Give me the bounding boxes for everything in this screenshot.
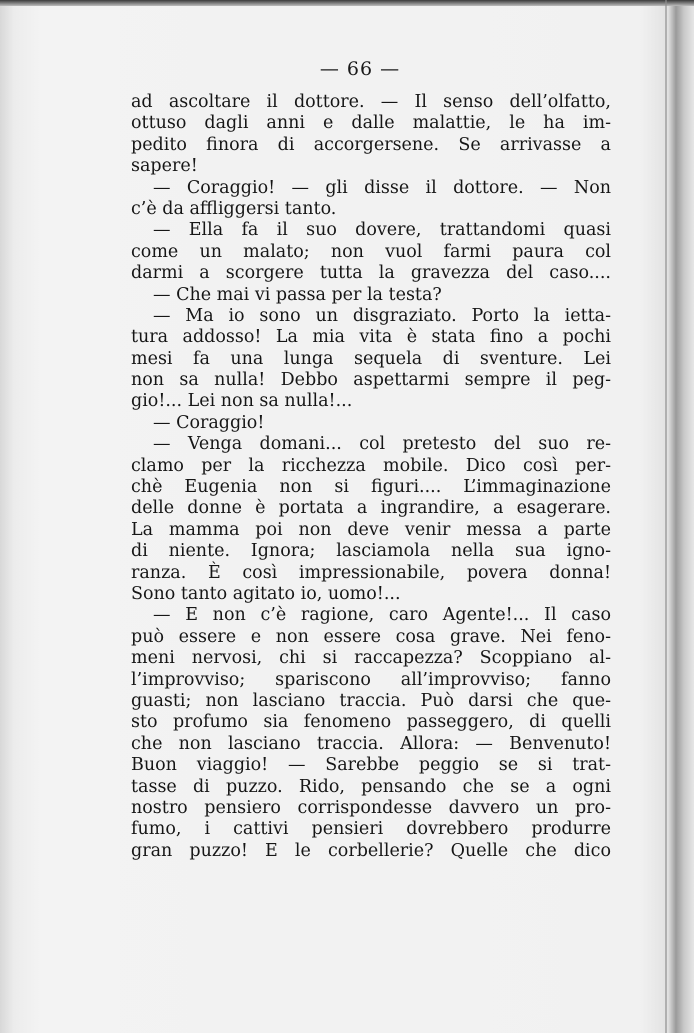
text-line: ranza. È così impressionabile, povera donna! bbox=[131, 562, 611, 583]
text-line: — Venga domani... col pretesto del suo re- bbox=[153, 434, 611, 455]
text-line: non sa nulla! Debbo aspettarmi sempre il peg- bbox=[131, 370, 611, 391]
text-line: meni nervosi, chi si raccapezza? Scoppiano al- bbox=[131, 648, 611, 669]
text-line: La mamma poi non deve venir messa a parte bbox=[131, 519, 611, 540]
text-line: mesi fa una lunga sequela di sventure. Lei bbox=[131, 348, 611, 369]
text-line: che non lasciano traccia. Allora: — Benvenuto! bbox=[131, 733, 611, 754]
text-line: ad ascoltare il dottore. — Il senso dell’olfatto, bbox=[131, 92, 611, 112]
text-line: come un malato; non vuol farmi paura col bbox=[131, 241, 611, 262]
text-line: — Ma io sono un disgraziato. Porto la ietta- bbox=[153, 305, 611, 326]
text-line: pedito finora di accorgersene. Se arrivasse a bbox=[131, 134, 611, 155]
text-line: tura addosso! La mia vita è stata fino a pochi bbox=[131, 327, 611, 348]
text-line: fumo, i cattivi pensieri dovrebbero produrre bbox=[131, 819, 611, 840]
text-line: tasse di puzzo. Rido, pensando che se a ogni bbox=[131, 776, 611, 797]
text-line: — E non c’è ragione, caro Agente!... Il caso bbox=[153, 605, 611, 626]
text-line: nostro pensiero corrispondesse davvero un pro- bbox=[131, 797, 611, 818]
text-line: Buon viaggio! — Sarebbe peggio se si trat- bbox=[131, 755, 611, 776]
text-line: sto profumo sia fenomeno passeggero, di quelli bbox=[131, 712, 611, 733]
text-line: clamo per la ricchezza mobile. Dico così per- bbox=[131, 455, 611, 476]
text-line: guasti; non lasciano traccia. Può darsi che que- bbox=[131, 690, 611, 711]
page-gutter-shadow bbox=[665, 0, 667, 1033]
text-line: darmi a scorgere tutta la gravezza del caso.... bbox=[131, 263, 611, 284]
page-number: — 66 — bbox=[319, 58, 401, 80]
text-line: — Coraggio! bbox=[153, 412, 265, 433]
page-top-edge bbox=[0, 0, 694, 6]
text-line: c’è da affliggersi tanto. bbox=[131, 198, 337, 219]
body-text bbox=[131, 92, 611, 862]
text-line: — Ella fa il suo dovere, trattandomi quasi bbox=[153, 220, 611, 241]
text-line: ottuso dagli anni e dalle malattie, le ha im- bbox=[131, 113, 611, 134]
text-line: — Che mai vi passa per la testa? bbox=[153, 284, 442, 305]
text-line: l’improvviso; spariscono all’improvviso; fanno bbox=[131, 669, 611, 690]
text-line: può essere e non essere cosa grave. Nei feno- bbox=[131, 626, 611, 647]
text-line: — Coraggio! — gli disse il dottore. — Non bbox=[153, 177, 611, 198]
text-line: gio!... Lei non sa nulla!... bbox=[131, 391, 353, 412]
text-line: delle donne è portata a ingrandire, a esagerare. bbox=[131, 498, 611, 519]
text-line: di niente. Ignora; lasciamola nella sua igno- bbox=[131, 541, 611, 562]
text-line: gran puzzo! E le corbellerie? Quelle che dico bbox=[131, 840, 611, 861]
text-line: sapere! bbox=[131, 156, 198, 177]
text-line: Sono tanto agitato io, uomo!... bbox=[131, 583, 401, 604]
text-line: chè Eugenia non si figuri.... L’immaginazione bbox=[131, 477, 611, 498]
